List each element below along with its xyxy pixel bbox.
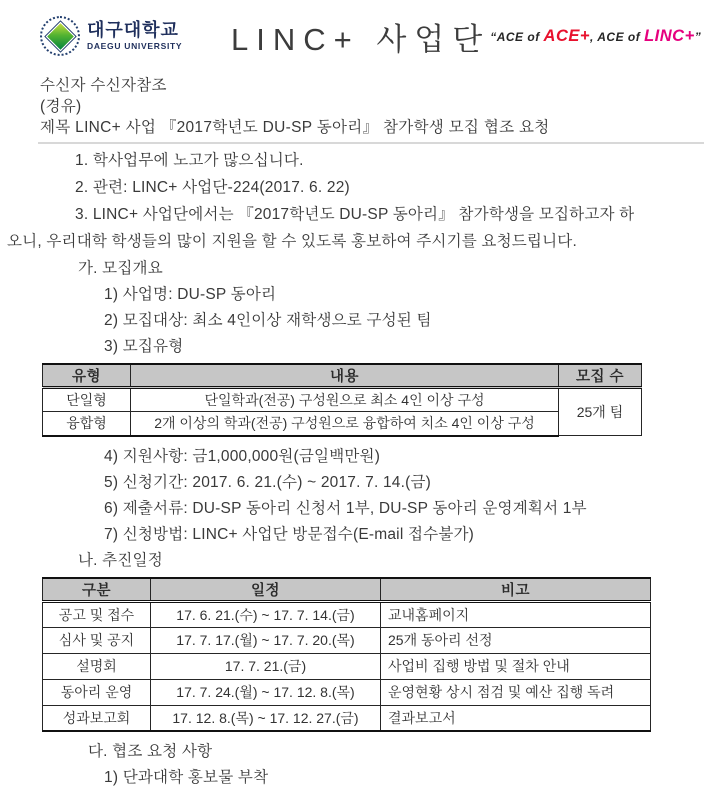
schedule-table (42, 577, 651, 733)
body-paragraph-2: 2. 관련: LINC+ 사업단-224(2017. 6. 22) (75, 179, 350, 196)
cell-type-2: 융합형 (43, 412, 131, 436)
university-name-en: DAEGU UNIVERSITY (87, 40, 183, 51)
body-paragraph-3-line2: 오니, 우리대학 학생들의 많이 지원을 할 수 있도록 홍보하여 주시기를 요청드립니다. (7, 233, 577, 250)
cell-schedule: 17. 7. 21.(금) (151, 653, 381, 679)
slogan-close-quote: ” (694, 29, 702, 44)
cell-label: 설명회 (43, 653, 151, 679)
page-title: LINC+ 사업단 (231, 21, 491, 57)
cell-note: 25개 동아리 선정 (381, 627, 651, 653)
col-header-category: 구분 (43, 578, 151, 602)
ga-item-5: 5) 신청기간: 2017. 6. 21.(수) ~ 2017. 7. 14.(금) (104, 473, 431, 491)
cell-count-merged: 25개 팀 (559, 388, 642, 436)
table-row (43, 679, 651, 705)
table-row (43, 653, 651, 679)
section-na-heading: 나. 추진일정 (78, 551, 163, 569)
recruit-type-table (42, 363, 642, 437)
table-row (43, 412, 642, 436)
subject-line: 제목 LINC+ 사업 『2017학년도 DU-SP 동아리』 참가학생 모집 협조 요청 (40, 119, 550, 136)
slogan-seg1: ACE of (496, 29, 544, 44)
section-ga-heading: 가. 모집개요 (78, 260, 163, 277)
brand-slogan (490, 27, 701, 46)
slogan-seg4: ACE of (597, 29, 645, 44)
table-row (43, 705, 651, 731)
university-name-block (87, 21, 182, 51)
document-header (40, 8, 702, 64)
ga-item-3: 3) 모집유형 (104, 338, 184, 355)
university-logo (40, 16, 225, 56)
ga-item-1: 1) 사업명: DU-SP 동아리 (104, 286, 277, 303)
cell-label: 성과보고회 (43, 705, 151, 731)
slogan-seg3: , (590, 29, 598, 44)
cell-label: 동아리 운영 (43, 679, 151, 705)
section-da-heading: 다. 협조 요청 사항 (88, 743, 213, 760)
table-row (43, 627, 651, 653)
col-header-content: 내용 (131, 364, 559, 388)
cell-content-1: 단일학과(전공) 구성원으로 최소 4인 이상 구성 (131, 388, 559, 412)
seal-diamond-icon (45, 21, 75, 51)
cell-schedule: 17. 7. 24.(월) ~ 17. 12. 8.(목) (151, 679, 381, 705)
university-name-kr: 대구대학교 (87, 20, 179, 41)
via-line: (경유) (40, 98, 82, 115)
ga-item-4: 4) 지원사항: 금1,000,000원(금일백만원) (104, 447, 381, 465)
ga-item-2: 2) 모집대상: 최소 4인이상 재학생으로 구성된 팀 (104, 312, 432, 329)
document-meta (40, 75, 682, 138)
cell-note: 사업비 집행 방법 및 절차 안내 (381, 653, 651, 679)
subject-divider (38, 142, 704, 144)
col-header-count: 모집 수 (559, 364, 642, 388)
ga-item-7: 7) 신청방법: LINC+ 사업단 방문접수(E-mail 접수불가) (104, 525, 475, 543)
table-row (43, 388, 642, 412)
body-paragraph-3-line1: 3. LINC+ 사업단에서는 『2017학년도 DU-SP 동아리』 참가학생을 모집하고자 하 (75, 206, 635, 223)
cell-type-1: 단일형 (43, 388, 131, 412)
cell-schedule: 17. 7. 17.(월) ~ 17. 7. 20.(목) (151, 627, 381, 653)
cell-schedule: 17. 12. 8.(목) ~ 17. 12. 27.(금) (151, 705, 381, 731)
slogan-open-quote: “ (490, 29, 497, 44)
da-item-1: 1) 단과대학 홍보물 부착 (104, 769, 269, 786)
cell-label: 공고 및 접수 (43, 601, 151, 627)
table-header-row (43, 364, 642, 388)
body-paragraph-1: 1. 학사업무에 노고가 많으십니다. (75, 152, 304, 169)
recipient-line: 수신자 수신자참조 (40, 77, 167, 94)
table-row (43, 601, 651, 627)
cell-note: 운영현황 상시 점검 및 예산 집행 독려 (381, 679, 651, 705)
slogan-linc-plus: LINC+ (644, 26, 695, 45)
table-header-row (43, 578, 651, 602)
cell-label: 심사 및 공지 (43, 627, 151, 653)
col-header-schedule: 일정 (151, 578, 381, 602)
university-seal-icon (40, 16, 80, 56)
ga-item-6: 6) 제출서류: DU-SP 동아리 신청서 1부, DU-SP 동아리 운영계획서 1부 (104, 499, 587, 517)
cell-schedule: 17. 6. 21.(수) ~ 17. 7. 14.(금) (151, 601, 381, 627)
cell-note: 결과보고서 (381, 705, 651, 731)
col-header-type: 유형 (43, 364, 131, 388)
cell-content-2: 2개 이상의 학과(전공) 구성원으로 융합하여 치소 4인 이상 구성 (131, 412, 559, 436)
col-header-note: 비고 (381, 578, 651, 602)
slogan-ace-plus: ACE+ (543, 26, 591, 45)
cell-note: 교내홈페이지 (381, 601, 651, 627)
